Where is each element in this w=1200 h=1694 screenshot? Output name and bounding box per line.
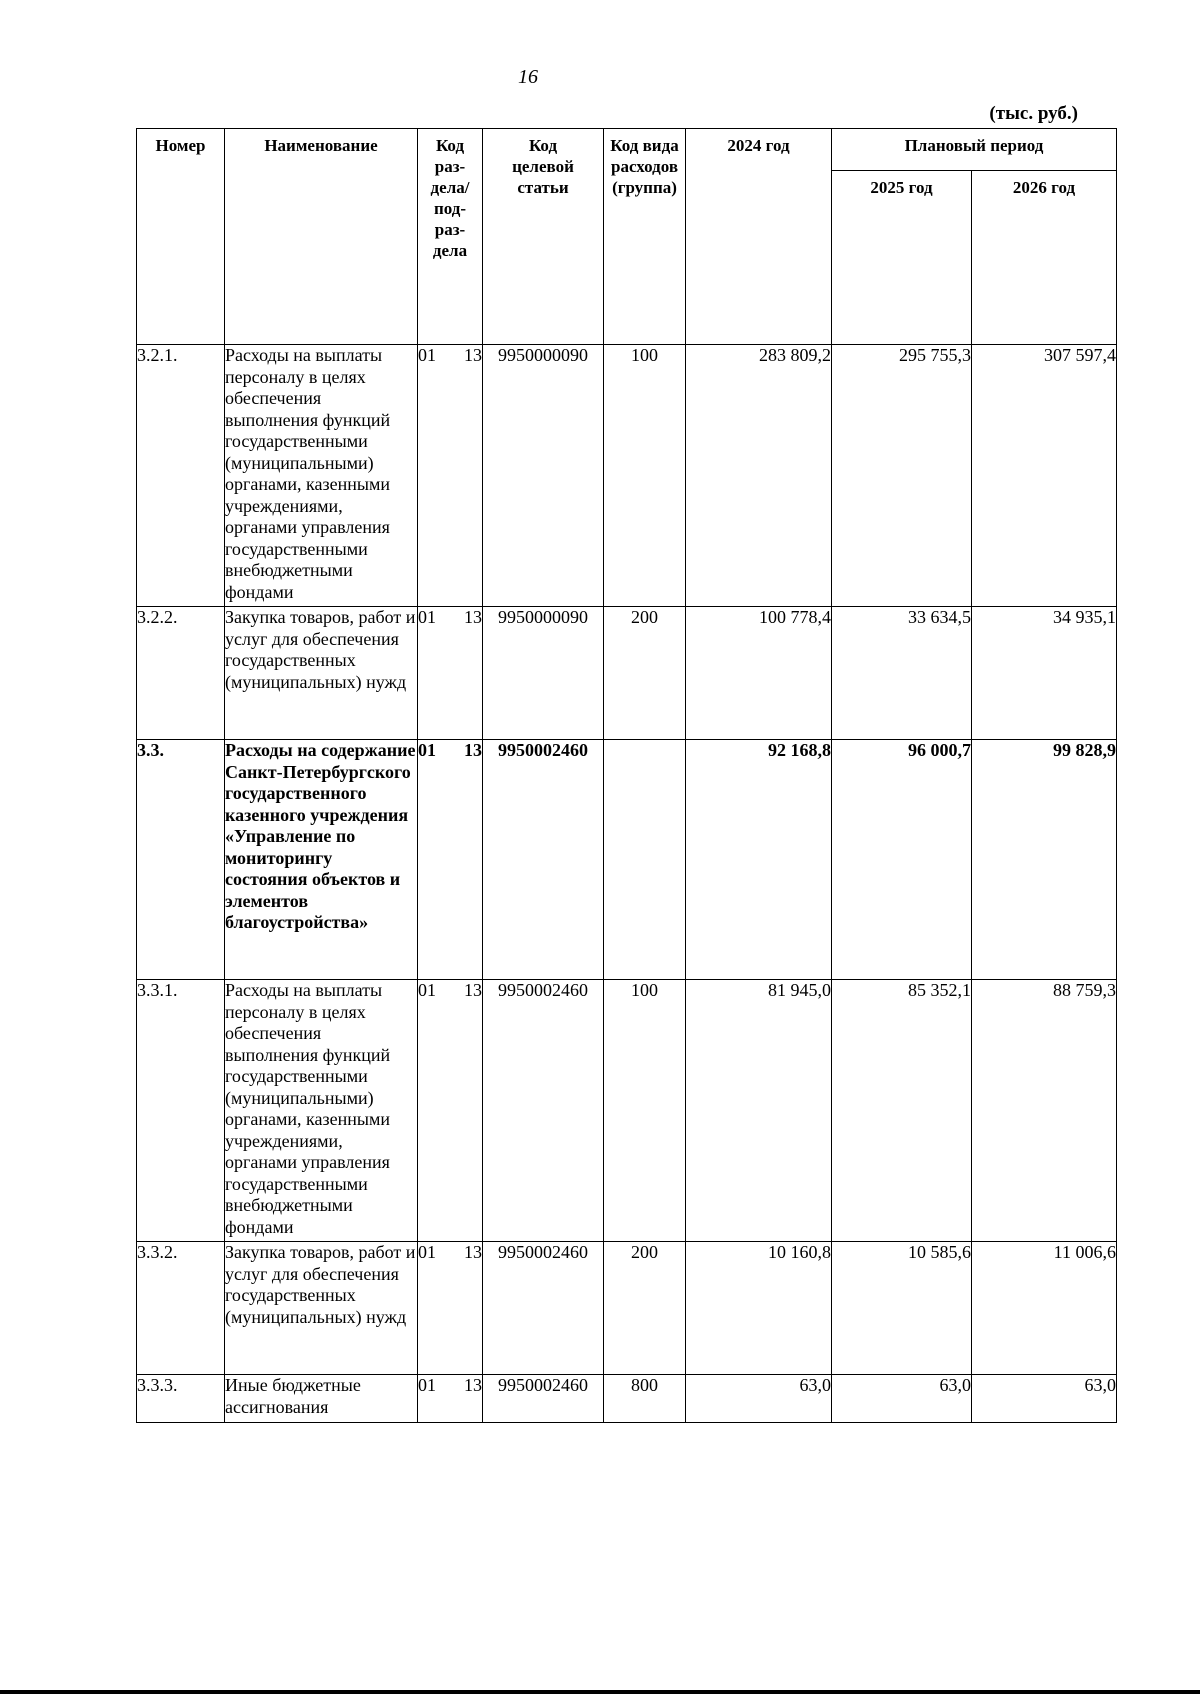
- table-body: [137, 345, 1117, 1423]
- row-number: 3.3.2.: [137, 1242, 225, 1375]
- row-subsection: 13: [464, 1242, 482, 1262]
- header-year-2025: 2025 год: [832, 171, 972, 345]
- row-amount-2025: 33 634,5: [832, 607, 972, 740]
- row-section-code: [418, 980, 483, 1242]
- row-section: 01: [418, 980, 436, 1000]
- row-amount-2024: 92 168,8: [686, 740, 832, 980]
- row-amount-2024: 100 778,4: [686, 607, 832, 740]
- row-section: 01: [418, 1242, 436, 1262]
- header-target-code-text: Код целевой статьи: [512, 136, 574, 197]
- row-amount-2026: 63,0: [972, 1375, 1117, 1423]
- row-amount-2026: 11 006,6: [972, 1242, 1117, 1375]
- row-expense-type: 200: [604, 1242, 686, 1375]
- header-number: Номер: [137, 129, 225, 345]
- row-target-code: 9950002460: [483, 1375, 604, 1423]
- header-target-code: [483, 129, 604, 345]
- row-expense-type: 200: [604, 607, 686, 740]
- row-number: 3.2.1.: [137, 345, 225, 607]
- row-subsection: 13: [464, 345, 482, 365]
- row-target-code: 9950002460: [483, 980, 604, 1242]
- row-section-code: [418, 607, 483, 740]
- row-subsection: 13: [464, 980, 482, 1000]
- row-section: 01: [418, 345, 436, 365]
- row-expense-type: 100: [604, 980, 686, 1242]
- header-row: [137, 129, 1117, 171]
- table-row: [137, 740, 1117, 980]
- row-number: 3.3.3.: [137, 1375, 225, 1423]
- row-section: 01: [418, 607, 436, 627]
- row-expense-type: 100: [604, 345, 686, 607]
- header-expense-type-text: Код вида расходов (группа): [610, 136, 679, 197]
- header-name: Наименование: [225, 129, 418, 345]
- row-section-code: [418, 740, 483, 980]
- table-row: [137, 1242, 1117, 1375]
- row-name: Закупка товаров, работ и услуг для обеспечения государственных (муниципальных) нужд: [225, 607, 418, 740]
- row-expense-type: [604, 740, 686, 980]
- header-section-code: [418, 129, 483, 345]
- table-row: [137, 345, 1117, 607]
- row-target-code: 9950000090: [483, 607, 604, 740]
- row-section-code: [418, 1242, 483, 1375]
- row-subsection: 13: [464, 1375, 482, 1395]
- row-amount-2025: 295 755,3: [832, 345, 972, 607]
- row-amount-2026: 88 759,3: [972, 980, 1117, 1242]
- page-number: 16: [518, 66, 538, 88]
- units-label: (тыс. руб.): [989, 103, 1078, 124]
- row-number: 3.2.2.: [137, 607, 225, 740]
- row-expense-type: 800: [604, 1375, 686, 1423]
- row-amount-2025: 10 585,6: [832, 1242, 972, 1375]
- row-section-code: [418, 345, 483, 607]
- budget-table: [136, 128, 1117, 1423]
- header-expense-type: [604, 129, 686, 345]
- row-amount-2024: 283 809,2: [686, 345, 832, 607]
- row-section-code: [418, 1375, 483, 1423]
- row-amount-2026: 99 828,9: [972, 740, 1117, 980]
- row-amount-2024: 81 945,0: [686, 980, 832, 1242]
- row-name: Расходы на выплаты персоналу в целях обеспечения выполнения функций государственными (муниципальными) органами, казенными учреждениями, органами управления государственными внебюджетными фондами: [225, 345, 418, 607]
- header-planned-period: Плановый период: [832, 129, 1117, 171]
- table-row: [137, 1375, 1117, 1423]
- row-target-code: 9950002460: [483, 1242, 604, 1375]
- scan-border: [0, 1690, 1200, 1694]
- row-section: 01: [418, 1375, 436, 1395]
- header-section-code-text: Код раз-дела/ под-раз-дела: [430, 136, 470, 260]
- header-year-2024: 2024 год: [686, 129, 832, 345]
- row-name: Иные бюджетные ассигнования: [225, 1375, 418, 1423]
- row-number: 3.3.1.: [137, 980, 225, 1242]
- table-row: [137, 980, 1117, 1242]
- row-name: Расходы на выплаты персоналу в целях обеспечения выполнения функций государственными (муниципальными) органами, казенными учреждениями, органами управления государственными внебюджетными фондами: [225, 980, 418, 1242]
- row-amount-2024: 10 160,8: [686, 1242, 832, 1375]
- row-amount-2025: 63,0: [832, 1375, 972, 1423]
- row-target-code: 9950002460: [483, 740, 604, 980]
- row-target-code: 9950000090: [483, 345, 604, 607]
- row-amount-2024: 63,0: [686, 1375, 832, 1423]
- row-amount-2026: 307 597,4: [972, 345, 1117, 607]
- row-amount-2026: 34 935,1: [972, 607, 1117, 740]
- row-subsection: 13: [464, 607, 482, 627]
- row-amount-2025: 96 000,7: [832, 740, 972, 980]
- row-amount-2025: 85 352,1: [832, 980, 972, 1242]
- header-year-2026: 2026 год: [972, 171, 1117, 345]
- row-section: 01: [418, 740, 436, 760]
- row-subsection: 13: [464, 740, 482, 760]
- row-name: Расходы на содержание Санкт-Петербургского государственного казенного учреждения «Управление по мониторингу состояния объектов и элементов благоустройства»: [225, 740, 418, 980]
- row-number: 3.3.: [137, 740, 225, 980]
- row-name: Закупка товаров, работ и услуг для обеспечения государственных (муниципальных) нужд: [225, 1242, 418, 1375]
- table-row: [137, 607, 1117, 740]
